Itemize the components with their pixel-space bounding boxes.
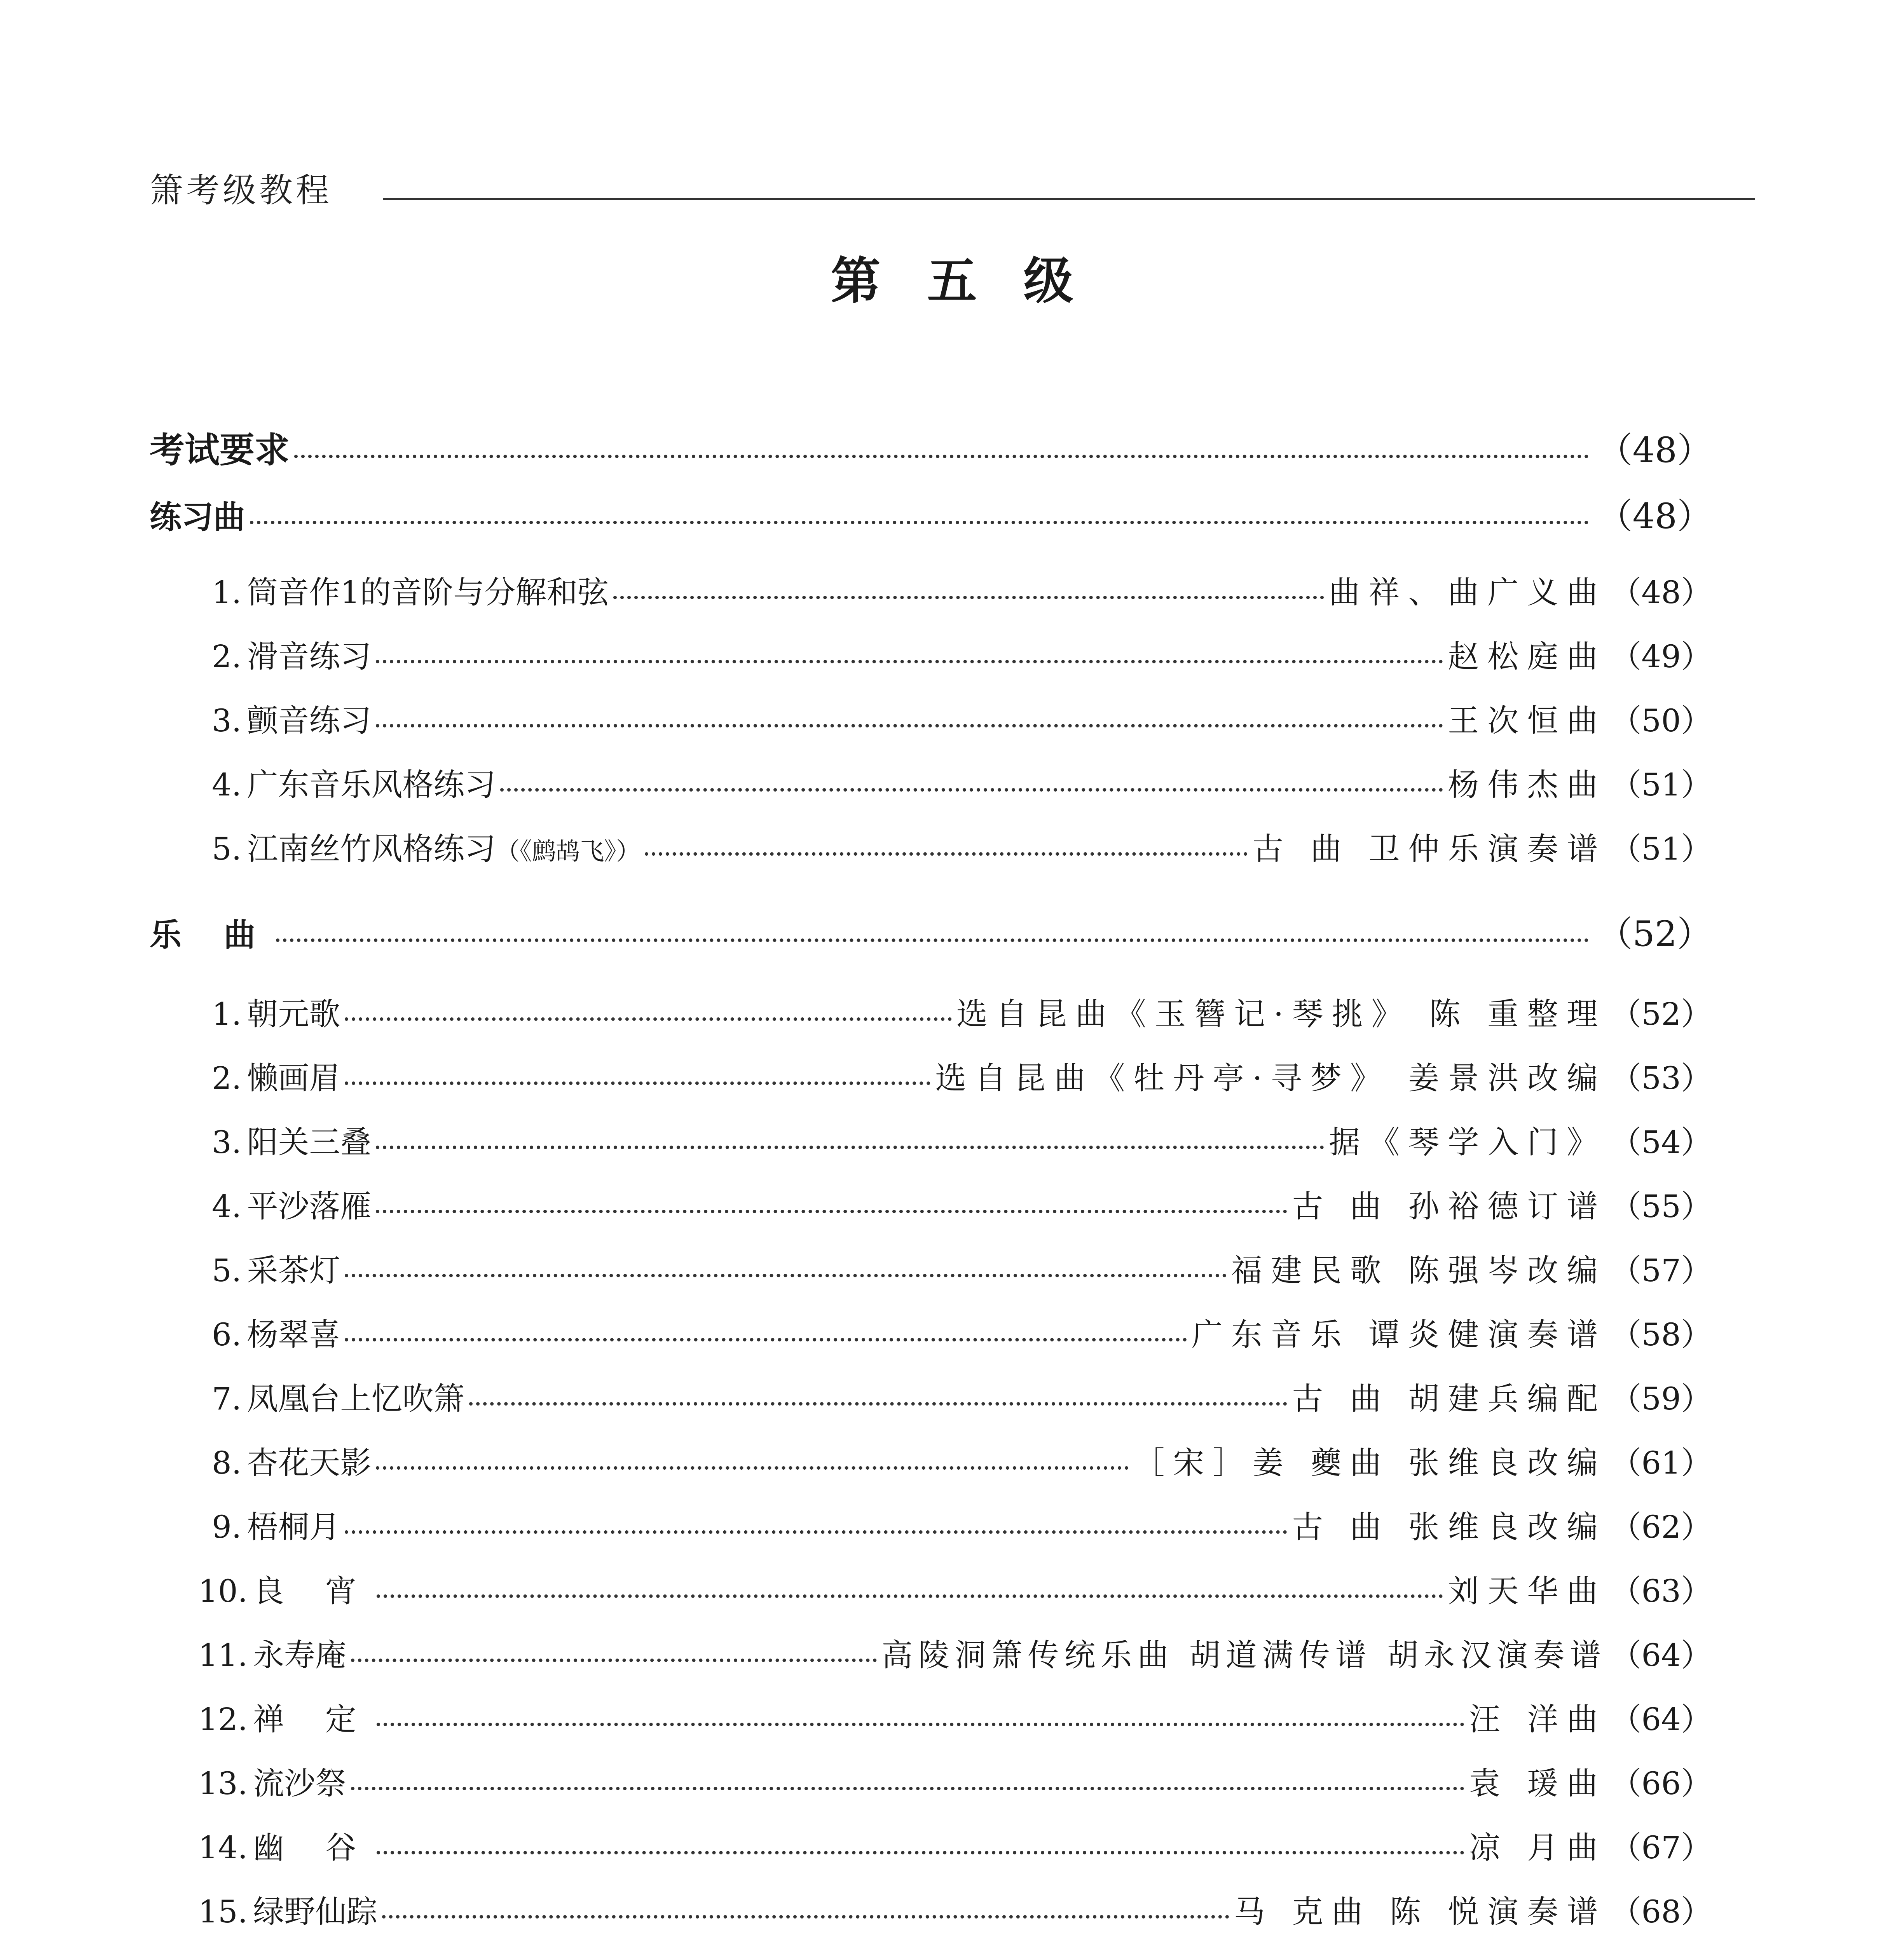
entry-title: 江南丝竹风格练习: [247, 831, 496, 867]
entry-credit: 古 曲 张维良改编: [1292, 1509, 1607, 1545]
toc-entry[interactable]: [212, 696, 1712, 746]
dot-leader: [613, 592, 1324, 599]
toc-entry[interactable]: [198, 1823, 1712, 1873]
toc-entry[interactable]: [212, 824, 1712, 874]
toc-entry[interactable]: [212, 1245, 1712, 1296]
entry-title: 筒音作1的音阶与分解和弦: [247, 574, 609, 610]
entry-credit: 福建民歌 陈强岑改编: [1231, 1252, 1607, 1289]
entry-title: 禅 定: [253, 1701, 372, 1737]
entry-credit: 据《琴学入门》: [1329, 1124, 1607, 1160]
entry-number: 5.: [212, 831, 242, 867]
dot-leader: [377, 1719, 1464, 1726]
dot-leader: [376, 1206, 1287, 1213]
toc-entry[interactable]: [198, 1758, 1712, 1809]
entry-page: （54）: [1610, 1124, 1712, 1160]
entry-credit: 高陵洞箫传统乐曲 胡道满传谱 胡永汉演奏谱: [881, 1637, 1607, 1673]
entry-subtitle: （《鹧鸪飞》）: [496, 837, 640, 865]
entry-page: （52）: [1610, 996, 1712, 1032]
dot-leader: [345, 1078, 930, 1085]
running-head: [150, 155, 1755, 210]
entry-number: 13.: [198, 1765, 248, 1802]
toc-entry[interactable]: [198, 1694, 1712, 1745]
toc-entry[interactable]: [212, 567, 1712, 618]
dot-leader: [377, 1847, 1464, 1854]
toc-entry[interactable]: [212, 989, 1712, 1040]
entry-credit: 马 克曲 陈 悦演奏谱: [1234, 1894, 1607, 1930]
dot-leader: [345, 1334, 1187, 1341]
entry-title: 广东音乐风格练习: [247, 767, 496, 803]
toc-page: （48）: [1597, 496, 1712, 537]
entry-number: 4.: [212, 767, 242, 803]
dot-leader: [250, 517, 1589, 524]
running-head-title: 箫考级教程: [150, 171, 332, 210]
toc-entry[interactable]: [212, 1310, 1712, 1360]
entry-credit: 凉 月曲: [1469, 1830, 1607, 1866]
dot-leader: [469, 1398, 1287, 1406]
entry-number: 14.: [198, 1830, 248, 1866]
dot-leader: [294, 451, 1589, 458]
entry-number: 2.: [212, 1060, 242, 1096]
entry-credit: 古 曲 卫仲乐演奏谱: [1252, 831, 1607, 867]
toc-entry[interactable]: [212, 631, 1712, 682]
dot-leader: [276, 935, 1589, 942]
entry-page: （67）: [1610, 1830, 1712, 1866]
toc-entry[interactable]: [212, 1502, 1712, 1552]
entry-page: （61）: [1610, 1445, 1712, 1481]
entry-page: （51）: [1610, 767, 1712, 803]
entry-page: （64）: [1610, 1701, 1712, 1737]
entry-credit: 袁 瑗曲: [1469, 1765, 1607, 1802]
toc-entry[interactable]: [212, 1053, 1712, 1104]
toc-label: 考试要求: [150, 430, 290, 471]
entry-number: 8.: [212, 1445, 242, 1481]
dot-leader: [345, 1270, 1226, 1277]
entry-number: 9.: [212, 1509, 242, 1545]
entry-number: 1.: [212, 996, 242, 1032]
toc-entry[interactable]: [198, 1566, 1712, 1617]
entry-title: 懒画眉: [247, 1060, 340, 1096]
entry-credit: 曲祥、曲广义曲: [1329, 574, 1607, 610]
dot-leader: [351, 1655, 877, 1662]
entry-page: （64）: [1610, 1637, 1712, 1673]
toc-etudes[interactable]: [150, 488, 1712, 538]
dot-leader: [500, 784, 1443, 792]
toc-entry[interactable]: [212, 760, 1712, 810]
level-5-title: 第五级: [831, 252, 1120, 310]
entry-credit: 广东音乐 谭炎健演奏谱: [1191, 1317, 1607, 1353]
entry-title: 采茶灯: [247, 1252, 340, 1289]
toc-label: 练习曲: [150, 499, 246, 536]
entry-page: （57）: [1610, 1252, 1712, 1289]
toc-page: （48）: [1597, 430, 1712, 471]
entry-title: 滑音练习: [247, 638, 372, 675]
dot-leader: [377, 1591, 1443, 1598]
entry-credit: 赵松庭曲: [1448, 638, 1607, 675]
entry-page: （55）: [1610, 1188, 1712, 1224]
entry-page: （63）: [1610, 1573, 1712, 1609]
entry-title: 杨翠喜: [247, 1317, 340, 1353]
entry-number: 11.: [198, 1637, 248, 1673]
entry-credit: 古 曲 胡建兵编配: [1292, 1381, 1607, 1417]
entry-title: 朝元歌: [247, 996, 340, 1032]
entry-page: （66）: [1610, 1765, 1712, 1802]
entry-number: 4.: [212, 1188, 242, 1224]
entry-title: 幽 谷: [253, 1830, 372, 1866]
dot-leader: [376, 656, 1443, 663]
entry-number: 10.: [198, 1573, 248, 1609]
entry-title: 绿野仙踪: [253, 1894, 378, 1930]
entry-number: 5.: [212, 1252, 242, 1289]
entry-page: （53）: [1610, 1060, 1712, 1096]
entry-number: 3.: [212, 703, 242, 739]
entry-number: 1.: [212, 574, 242, 610]
entry-title: 梧桐月: [247, 1509, 340, 1545]
dot-leader: [376, 1142, 1324, 1149]
entry-title: 平沙落雁: [247, 1188, 372, 1224]
entry-credit: 王次恒曲: [1448, 703, 1607, 739]
entry-credit: 古 曲 孙裕德订谱: [1292, 1188, 1607, 1224]
entry-page: （59）: [1610, 1381, 1712, 1417]
entry-number: 12.: [198, 1701, 248, 1737]
toc-entry[interactable]: [198, 1887, 1712, 1937]
toc-exam-requirements[interactable]: [150, 422, 1712, 472]
dot-leader: [376, 720, 1443, 727]
toc-entry[interactable]: [212, 1117, 1712, 1168]
entry-page: （68）: [1610, 1894, 1712, 1930]
header-rule: [383, 198, 1755, 200]
entry-credit: 汪 洋曲: [1469, 1701, 1607, 1737]
entry-credit: 杨伟杰曲: [1448, 767, 1607, 803]
toc-entry[interactable]: [212, 1181, 1712, 1232]
entry-title: 良 宵: [253, 1573, 372, 1609]
entry-page: （58）: [1610, 1317, 1712, 1353]
entry-title: 阳关三叠: [247, 1124, 372, 1160]
entry-title: 凤凰台上忆吹箫: [247, 1381, 465, 1417]
entry-title: 永寿庵: [253, 1637, 347, 1673]
dot-leader: [345, 1526, 1287, 1534]
entry-title: 杏花天影: [247, 1445, 372, 1481]
dot-leader: [376, 1462, 1129, 1470]
entry-page: （62）: [1610, 1509, 1712, 1545]
entry-number: 7.: [212, 1381, 242, 1417]
toc-entry[interactable]: [198, 1630, 1712, 1681]
entry-page: （50）: [1610, 703, 1712, 739]
dot-leader: [351, 1783, 1464, 1790]
entry-number: 15.: [198, 1894, 248, 1930]
dot-leader: [645, 848, 1248, 856]
entry-credit: 刘天华曲: [1448, 1573, 1607, 1609]
entry-page: （51）: [1610, 831, 1712, 867]
entry-number: 6.: [212, 1317, 242, 1353]
entry-credit: 选自昆曲《玉簪记·琴挑》 陈 重整理: [956, 996, 1607, 1032]
dot-leader: [382, 1911, 1229, 1919]
toc-pieces[interactable]: [150, 905, 1712, 956]
dot-leader: [345, 1013, 952, 1021]
toc-page: （52）: [1597, 914, 1712, 954]
entry-number: 2.: [212, 638, 242, 675]
entry-credit: 选自昆曲《牡丹亭·寻梦》 姜景洪改编: [935, 1060, 1607, 1096]
entry-credit: ［宋］姜 夔曲 张维良改编: [1133, 1445, 1607, 1481]
entry-page: （49）: [1610, 638, 1712, 675]
entry-title: 流沙祭: [253, 1765, 347, 1802]
entry-number: 3.: [212, 1124, 242, 1160]
toc-label: 乐 曲: [150, 917, 271, 954]
entry-title: 颤音练习: [247, 703, 372, 739]
toc-entry[interactable]: [212, 1438, 1712, 1488]
toc-entry[interactable]: [212, 1374, 1712, 1424]
entry-page: （48）: [1610, 574, 1712, 610]
